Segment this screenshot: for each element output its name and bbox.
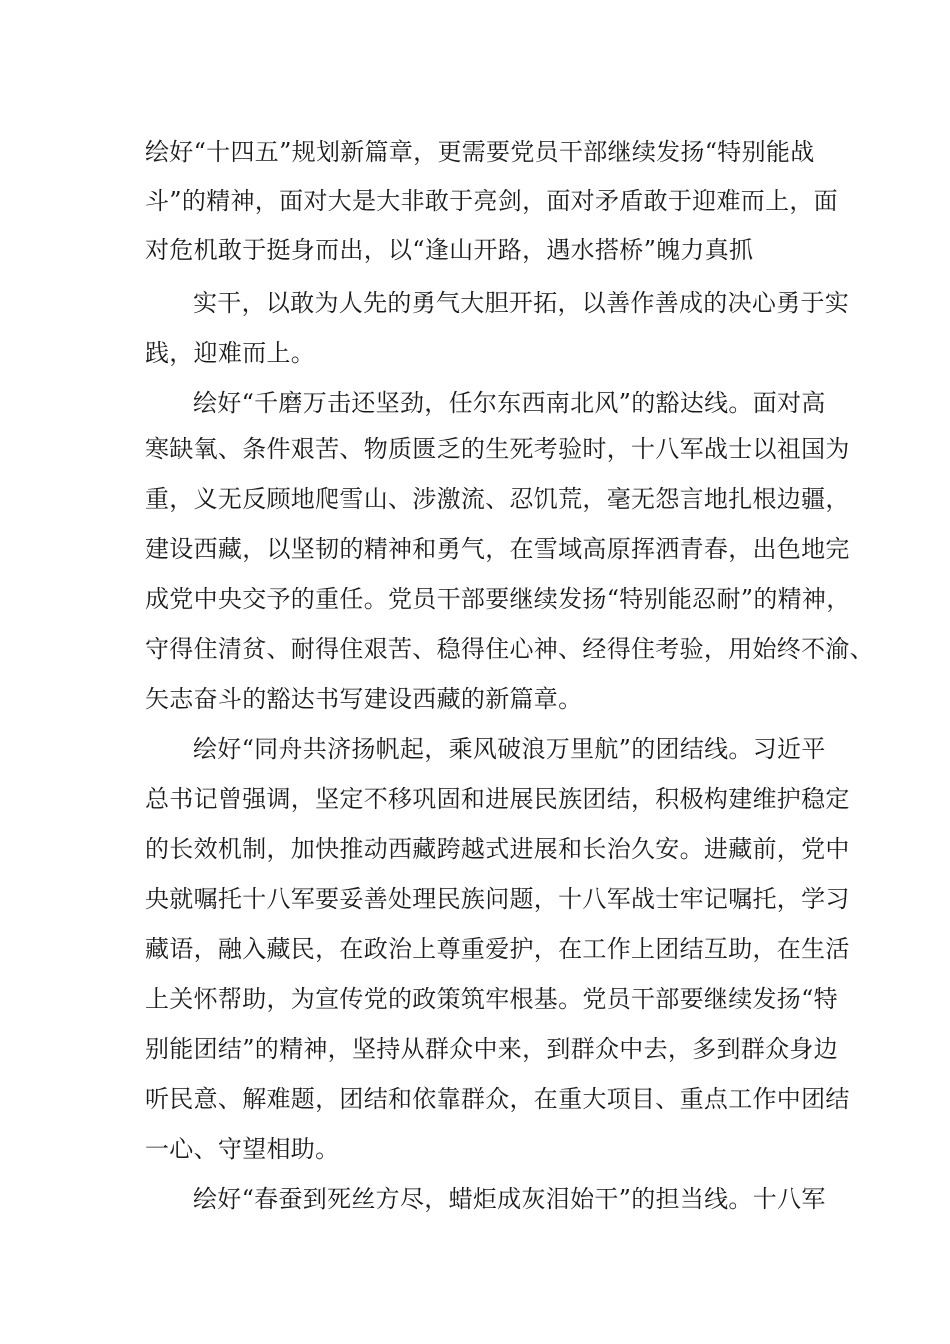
text-line: 重，义无反顾地爬雪山、涉激流、忍饥荒，毫无怨言地扎根边疆， (145, 485, 850, 513)
text-line: 听民意、解难题，团结和依靠群众，在重大项目、重点工作中团结 (145, 1085, 850, 1113)
text-line: 上关怀帮助，为宣传党的政策筑牢根基。党员干部要继续发扬“特 (145, 985, 838, 1013)
text-line: 矢志奋斗的豁达书写建设西藏的新篇章。 (145, 685, 583, 713)
text-line: 一心、守望相助。 (145, 1135, 340, 1163)
text-line: 实干，以敢为人先的勇气大胆开拓，以善作善成的决心勇于实 (193, 289, 850, 317)
text-line: 的长效机制，加快推动西藏跨越式进展和长治久安。进藏前，党中 (145, 835, 850, 863)
text-line: 寒缺氧、条件艰苦、物质匮乏的生死考验时，十八军战士以祖国为 (145, 435, 850, 463)
text-line: 践，迎难而上。 (145, 339, 316, 367)
text-line: 别能团结”的精神，坚持从群众中来，到群众中去，多到群众身边 (145, 1035, 838, 1063)
text-line: 藏语，融入藏民，在政治上尊重爱护，在工作上团结互助，在生活 (145, 935, 850, 963)
text-line: 绘好“千磨万击还坚劲，任尔东西南北风”的豁达线。面对高 (193, 389, 826, 417)
text-line: 绘好“十四五”规划新篇章，更需要党员干部继续发扬“特别能战 (145, 138, 815, 166)
text-line: 守得住清贫、耐得住艰苦、稳得住心神、经得住考验，用始终不渝、 (145, 635, 874, 663)
text-line: 绘好“同舟共济扬帆起，乘风破浪万里航”的团结线。习近平 (193, 735, 826, 763)
text-line: 总书记曾强调，坚定不移巩固和进展民族团结，积极构建维护稳定 (145, 785, 850, 813)
text-line: 绘好“春蚕到死丝方尽，蜡炬成灰泪始干”的担当线。十八军 (193, 1185, 826, 1213)
text-line: 斗”的精神，面对大是大非敢于亮剑，面对矛盾敢于迎难而上，面 (145, 187, 838, 215)
text-line: 央就嘱托十八军要妥善处理民族问题，十八军战士牢记嘱托，学习 (145, 885, 850, 913)
text-line: 对危机敢于挺身而出，以“逢山开路，遇水搭桥”魄力真抓 (145, 236, 754, 264)
text-line: 成党中央交予的重任。党员干部要继续发扬“特别能忍耐”的精神， (145, 585, 851, 613)
text-line: 建设西藏，以坚韧的精神和勇气，在雪域高原挥洒青春，出色地完 (145, 535, 850, 563)
